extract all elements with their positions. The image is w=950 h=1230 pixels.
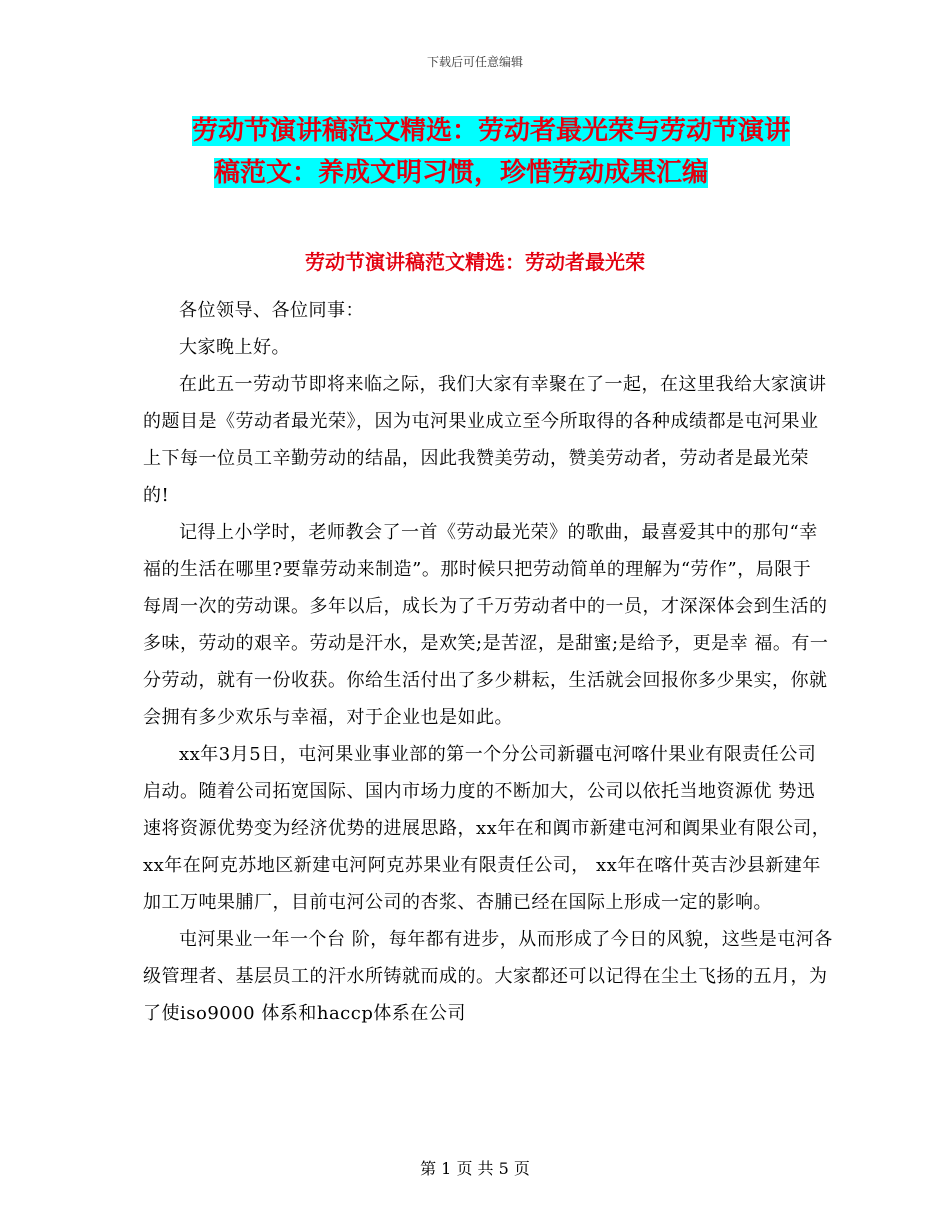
paragraph-progress: 屯河果业一年一个台 阶，每年都有进步，从而形成了今日的风貌，这些是屯河各级管理者、基层员工的汗水所铸就而成的。大家都还可以记得在尘土飞扬的五月，为了使iso9000 体系和haccp体系在公司	[143, 929, 833, 1024]
title-line-1	[140, 110, 820, 152]
page-number: 第 1 页 共 5 页	[420, 1159, 530, 1178]
title-line-2	[140, 152, 820, 194]
section-subtitle: 劳动节演讲稿范文精选：劳动者最光荣	[305, 250, 645, 274]
paragraph-intro: 在此五一劳动节即将来临之际，我们大家有幸聚在了一起，在这里我给大家演讲的题目是《劳动者最光荣》，因为屯河果业成立至今所取得的各种成绩都是屯河果业上下每一位员工辛勤劳动的结晶，因此我赞美劳动，赞美劳动者，劳动者是最光荣的!	[143, 374, 827, 506]
document-title	[140, 110, 820, 194]
paragraph-salutation: 各位领导、各位同事：	[179, 300, 364, 321]
body-text	[143, 292, 833, 1032]
paragraph-greeting: 大家晚上好。	[179, 337, 290, 358]
title-line-1-text: 劳动节演讲稿范文精选：劳动者最光荣与劳动节演讲	[192, 116, 791, 146]
paragraph-history: xx年3月5日，屯河果业事业部的第一个分公司新疆屯河喀什果业有限责任公司启动。随着公司拓宽国际、国内市场力度的不断加大，公司以依托当地资源优 势迅速将资源优势变为经济优势的进展思路，xx年在和阗市新建屯河和阗果业有限公司，xx年在阿克苏地区新建屯河阿克苏果业有限责任公司， xx年在喀什英吉沙县新建年加工万吨果脯厂，目前屯河公司的杏浆、杏脯已经在国际上形成一定的影响。	[143, 744, 831, 913]
title-line-2-text: 稿范文：养成文明习惯，珍惜劳动成果汇编	[214, 158, 709, 188]
paragraph-childhood: 记得上小学时，老师教会了一首《劳动最光荣》的歌曲，最喜爱其中的那句“幸福的生活在哪里?要靠劳动来制造”。那时候只把劳动简单的理解为“劳作”，局限于 每周一次的劳动课。多年以后，成长为了千万劳动者中的一员，才深深体会到生活的多味，劳动的艰辛。劳动是汗水，是欢笑;是苦涩，是甜蜜;是给予，更是幸 福。有一分劳动，就有一份收获。你给生活付出了多少耕耘，生活就会回报你多少果实，你就会拥有多少欢乐与幸福，对于企业也是如此。	[143, 522, 829, 728]
page-header-note: 下载后可任意编辑	[426, 55, 523, 69]
